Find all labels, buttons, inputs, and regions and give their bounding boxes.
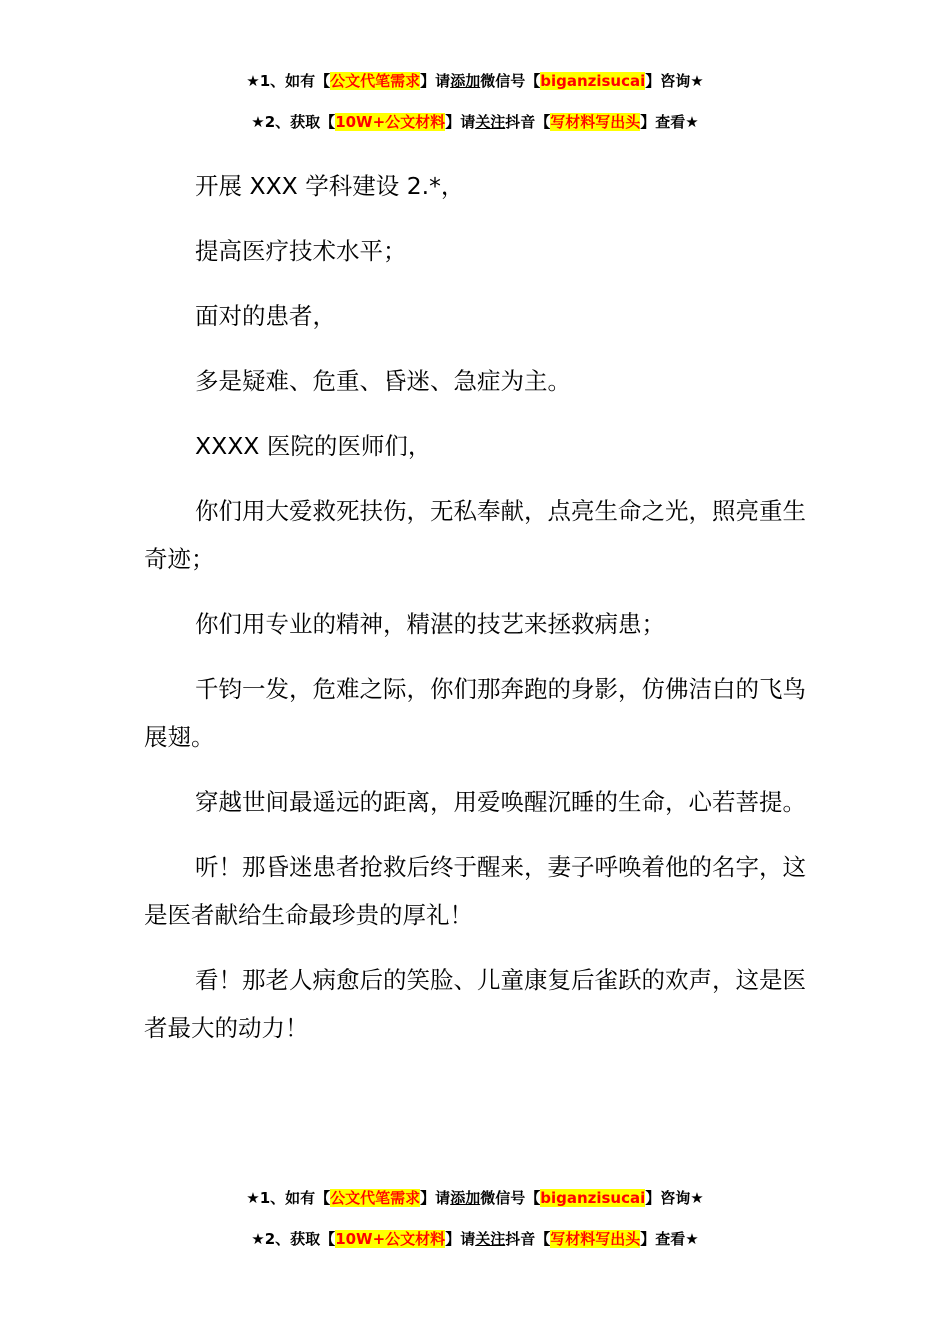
paragraph: 听！那昏迷患者抢救后终于醒来，妻子呼唤着他的名字，这是医者献给生命最珍贵的厚礼！ xyxy=(144,853,806,929)
highlight-douyin-account: 写材料写出头 xyxy=(550,1230,641,1248)
highlight-wechat-id: biganzisucai xyxy=(540,72,646,90)
paragraph: 多是疑难、危重、昏迷、急症为主。 xyxy=(195,367,571,395)
banner-text: 】请 xyxy=(420,1189,451,1207)
banner-text: 】请 xyxy=(420,72,451,90)
banner-text: ★2、获取【 xyxy=(251,113,336,131)
banner-text: 】咨询★ xyxy=(645,72,704,90)
highlight-douyin-account: 写材料写出头 xyxy=(550,113,641,131)
banner-text: 】查看★ xyxy=(640,1230,699,1248)
banner-text: 】查看★ xyxy=(640,113,699,131)
paragraph: 提高医疗技术水平； xyxy=(195,237,407,265)
banner-text: 抖音【 xyxy=(505,1230,551,1248)
banner-text: ★2、获取【 xyxy=(251,1230,336,1248)
underlined-follow: 关注 xyxy=(475,1230,506,1248)
banner-text: 】咨询★ xyxy=(645,1189,704,1207)
header-banner-line-2 xyxy=(0,111,950,133)
banner-text: ★1、如有【 xyxy=(246,72,331,90)
paragraph: 开展 XXX 学科建设 2.*， xyxy=(195,172,465,200)
paragraph: XXXX 医院的医师们， xyxy=(195,432,432,460)
highlight-ghostwriting: 公文代笔需求 xyxy=(330,1189,421,1207)
underlined-add: 添加 xyxy=(450,1189,481,1207)
document-body xyxy=(144,162,808,1069)
paragraph: 穿越世间最遥远的距离，用爱唤醒沉睡的生命，心若菩提。 xyxy=(195,788,806,816)
highlight-materials: 10W+公文材料 xyxy=(335,113,446,131)
paragraph: 看！那老人病愈后的笑脸、儿童康复后雀跃的欢声，这是医者最大的动力！ xyxy=(144,966,806,1042)
paragraph: 面对的患者， xyxy=(195,302,336,330)
banner-text: 微信号【 xyxy=(480,1189,541,1207)
banner-text: 】请 xyxy=(445,113,476,131)
banner-text: 微信号【 xyxy=(480,72,541,90)
paragraph: 千钧一发，危难之际，你们那奔跑的身影，仿佛洁白的飞鸟展翅。 xyxy=(144,675,806,751)
paragraph: 你们用大爱救死扶伤，无私奉献，点亮生命之光，照亮重生奇迹； xyxy=(144,497,806,573)
underlined-add: 添加 xyxy=(450,72,481,90)
highlight-ghostwriting: 公文代笔需求 xyxy=(330,72,421,90)
banner-text: 】请 xyxy=(445,1230,476,1248)
banner-text: ★1、如有【 xyxy=(246,1189,331,1207)
footer-banner-line-2 xyxy=(0,1228,950,1250)
footer-banner-line-1 xyxy=(0,1187,950,1209)
paragraph: 你们用专业的精神，精湛的技艺来拯救病患； xyxy=(195,610,665,638)
banner-text: 抖音【 xyxy=(505,113,551,131)
underlined-follow: 关注 xyxy=(475,113,506,131)
header-banner-line-1 xyxy=(0,70,950,92)
highlight-wechat-id: biganzisucai xyxy=(540,1189,646,1207)
highlight-materials: 10W+公文材料 xyxy=(335,1230,446,1248)
